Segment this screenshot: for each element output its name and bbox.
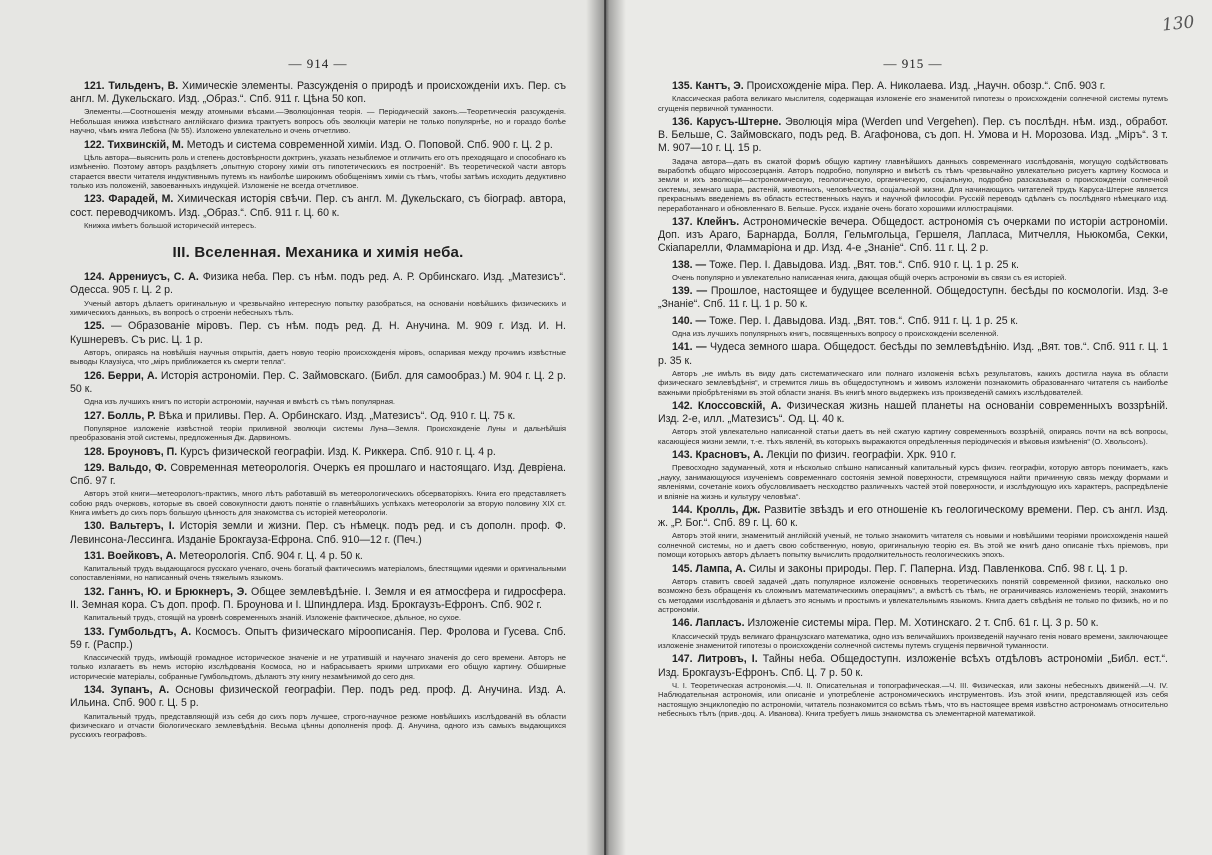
bibliography-entry bbox=[658, 563, 1168, 615]
entry-text: Основы физической географіи. Пер. подъ ред. проф. Д. Анучина. Изд. А. Ильина. Спб. 900 г. Ц. 5 р. bbox=[70, 684, 567, 710]
entry-author: 137. Клейнъ. bbox=[672, 216, 740, 229]
entry-author: 147. Литровъ, І. bbox=[672, 653, 758, 666]
entry-annotation: Капитальный трудъ выдающагося русскаго ученаго, очень богатый фактическимъ матеріаломъ, блестящими идеями и оригинальными сопоставленіями, но написанный очень тяжелымъ языкомъ. bbox=[70, 563, 566, 583]
entry-author: 138. — bbox=[672, 258, 707, 271]
entry-text: Исторія астрономіи. Пер. С. Займовскаго. (Библ. для самообраз.) М. 904 г. Ц. 2 р. 50 к. bbox=[70, 369, 566, 395]
entry-citation bbox=[70, 550, 566, 563]
bibliography-entry bbox=[70, 320, 566, 366]
entry-annotation: Очень популярно и увлекательно написанная книга, дающая общій очеркъ астрономіи въ связи съ ея исторіей. bbox=[672, 272, 1067, 282]
bibliography-entry bbox=[70, 80, 566, 136]
entry-citation bbox=[70, 320, 566, 346]
entry-author: 121. Тильденъ, В. bbox=[84, 80, 179, 92]
entry-annotation: Авторъ „не имѣлъ въ виду дать систематическаго или полнаго изложенія всѣхъ результатовъ, какихъ достигла наука въ области физическаго землевѣдѣнія“, и стремится лишь въ общедоступномъ и живомъ изложеніи познакомить образованнаго читателя съ наиболѣе важными пріобрѣтеніями въ этой области знанія. Въ книгѣ много выдержекъ изъ произведеній самихъ изслѣдователей. bbox=[658, 368, 1168, 397]
entry-annotation: Классическій трудъ великаго французскаго математика, одно изъ величайшихъ произведеній научнаго генія новаго времени, заключающее изложеніе знаменитой гипотезы о происхожденіи солнечной системы путемъ сгущенія первичной туманности. bbox=[658, 631, 1168, 651]
entry-text: Лекціи по физич. географіи. Хрк. 910 г. bbox=[763, 449, 957, 462]
entry-annotation: Авторъ ставитъ своей задачей „дать популярное изложеніе основныхъ теоретическихъ понятій современной физики, насколько оно возможно безъ обращенія къ сложнымъ математическимъ операціямъ“, а вмѣстѣ съ тѣмъ, не ограничиваясь изложеніемъ теорій, знакомитъ съ методами изслѣдованія и дѣлаетъ это яснымъ и простымъ и увлекательнымъ языкомъ. Книга даетъ свѣдѣнія не только по физикѣ, но и по астрономіи. bbox=[658, 576, 1168, 615]
entry-citation bbox=[70, 80, 566, 106]
entry-author: 145. Лампа, А. bbox=[672, 562, 746, 575]
entries-group-right bbox=[658, 80, 1168, 718]
entry-citation bbox=[658, 617, 1168, 630]
entry-annotation: Авторъ этой книги, знаменитый англійскій ученый, не только знакомитъ читателя съ новыми и новѣйшими теоріями происхожденія нашей солнечной системы, но и даетъ свою собственную, новую, оригинальную теорію ея. Въ этой же книгѣ дано описаніе тѣхъ пріемовъ, при помощи которыхъ авторъ дѣлаетъ попытку вычислить продолжительность геологическихъ эпохъ. bbox=[658, 531, 1168, 560]
bibliography-entry bbox=[70, 684, 566, 740]
bibliography-entry bbox=[658, 80, 1168, 113]
bibliography-entry bbox=[70, 550, 566, 583]
entry-author: 136. Карусъ-Штерне. bbox=[672, 116, 782, 129]
entry-annotation: Капитальный трудъ, стоящій на уровнѣ современныхъ знаній. Изложеніе фактическое, дѣльное, но сухое. bbox=[84, 613, 462, 623]
bibliography-entry bbox=[70, 271, 566, 317]
entry-annotation: Книжка имѣетъ большой историческій интересъ. bbox=[84, 220, 257, 230]
bibliography-entry bbox=[70, 520, 566, 546]
entry-text: Чудеса земного шара. Общедост. бесѣды по землевѣдѣнію. Изд. „Вят. тов.“. Спб. 911 г. Ц. 1 р. 35 к. bbox=[658, 341, 1169, 367]
entry-author: 129. Вальдо, Ф. bbox=[84, 461, 167, 474]
entry-citation bbox=[70, 410, 566, 423]
right-page bbox=[606, 0, 1212, 855]
bibliography-entry bbox=[658, 315, 1168, 339]
entry-text: Изложеніе системы міра. Пер. М. Хотинскаго. 2 т. Спб. 61 г. Ц. 3 р. 50 к. bbox=[744, 617, 1099, 630]
entry-text: Тоже. Пер. І. Давыдова. Изд. „Вят. тов.“. Спб. 911 г. Ц. 1 р. 25 к. bbox=[706, 314, 1019, 327]
entry-text: — Образованіе міровъ. Пер. съ нѣм. подъ ред. Д. Н. Анучина. М. 909 г. Изд. И. Н. Кушнеревъ. Съ рис. Ц. 1 р. bbox=[70, 320, 566, 346]
bibliography-entry bbox=[658, 216, 1168, 256]
bibliography-entry bbox=[658, 449, 1168, 501]
entry-annotation: Авторъ этой книги—метеорологъ-практикъ, много лѣтъ работавшій въ метеорологическихъ обсерваторіяхъ. Книга его представляетъ собою рядъ очерковъ, которые въ своей совокупности даютъ понятіе о главнѣйшихъ успѣхахъ метеорологіи за вторую половину XIX ст. Книга имѣетъ до сихъ поръ большую цѣнность для знакомства съ исторіей метеорологіи. bbox=[70, 489, 566, 517]
entry-citation bbox=[70, 586, 566, 612]
entry-text: Тайны неба. Общедоступн. изложеніе всѣхъ отдѣловъ астрономіи „Библ. ест.“. Изд. Брокгаузъ-Ефронъ. Спб. Ц. 7 р. 50 к. bbox=[658, 653, 1168, 679]
entry-text: Химическая исторія свѣчи. Пер. съ англ. М. Дукельскаго, съ біограф. автора, сост. переводчикомъ. Изд. „Образ.“. Спб. 911 г. Ц. 60 к. bbox=[70, 193, 566, 219]
left-page bbox=[0, 0, 604, 855]
entry-citation bbox=[70, 139, 566, 152]
bibliography-entry bbox=[70, 193, 566, 230]
entry-citation bbox=[658, 400, 1168, 426]
entry-author: 128. Броуновъ, П. bbox=[84, 445, 178, 458]
entry-citation bbox=[70, 626, 566, 652]
entry-text: Физическая жизнь нашей планеты на основаніи современныхъ воззрѣній. Изд. 2-е, илл. „Матезисъ“. Од. Ц. 40 к. bbox=[658, 399, 1168, 426]
bibliography-entry bbox=[70, 446, 566, 459]
entry-author: 130. Вальтеръ, І. bbox=[84, 520, 175, 533]
entry-author: 122. Тихвинскій, М. bbox=[84, 138, 184, 151]
entry-author: 146. Лапласъ. bbox=[672, 617, 745, 630]
entry-citation bbox=[658, 563, 1168, 576]
entry-author: 134. Зупанъ, А. bbox=[84, 684, 170, 697]
bibliography-entry bbox=[658, 285, 1168, 311]
entry-text: Астрономическіе вечера. Общедост. астрономія съ очерками по исторіи астрономіи. Доп. изъ Араго, Барнарда, Болля, Гельмгольца, Гершеля, Лапласа, Митчелля, Ньюкомба, Секки, Скіапарелли, Фламмаріона и др. Изд. 4-е „Знаніе“. Спб. 11 г. Ц. 2 р. bbox=[658, 216, 1168, 255]
entry-author: 132. Ганнъ, Ю. и Брюкнеръ, Э. bbox=[84, 585, 248, 598]
entry-text: Методъ и система современной химіи. Изд. О. Поповой. Спб. 900 г. Ц. 2 р. bbox=[183, 138, 553, 151]
bibliography-entry bbox=[70, 139, 566, 191]
entry-annotation: Одна изъ лучшихъ популярныхъ книгъ, посвященныхъ вопросу о происхожденіи вселенной. bbox=[672, 328, 999, 338]
bibliography-entry bbox=[70, 586, 566, 623]
entry-author: 126. Берри, А. bbox=[84, 369, 158, 382]
entry-citation bbox=[658, 341, 1168, 367]
entry-text: Вѣка и приливы. Пер. А. Орбинскаго. Изд. „Матезисъ“. Од. 910 г. Ц. 75 к. bbox=[155, 409, 516, 422]
entry-author: 133. Гумбольдтъ, А. bbox=[84, 625, 192, 638]
entry-annotation: Ученый авторъ дѣлаетъ оригинальную и чрезвычайно интересную попытку разобраться, на основаніи новѣйшихъ физическихъ и химическихъ данныхъ, въ вопросѣ о строеніи небесныхъ тѣлъ. bbox=[70, 298, 566, 318]
entry-citation bbox=[658, 315, 1168, 328]
entry-author: 141. — bbox=[672, 341, 707, 354]
entry-text: Эволюція міра (Werden und Vergehen). Пер. съ послѣдн. нѣм. изд., обработ. В. Бельше, С. Займовскаго, подъ ред. В. Агафонова, съ доп. Н. Умова и Н. Морозова. Изд. „Міръ“. 3 т. М. 907—10 г. Ц. 15 р. bbox=[658, 116, 1168, 155]
entry-author: 142. Клоссовскій, А. bbox=[672, 399, 782, 412]
entry-citation bbox=[70, 684, 566, 710]
handwritten-mark: 130 bbox=[1160, 12, 1195, 36]
entry-annotation: Популярное изложеніе извѣстной теоріи приливной эволюціи системы Луна—Земля. Происхожденіе Луны и дальнѣйшія преобразованія этой системы, предложенныя Дж. Дарвиномъ. bbox=[70, 423, 566, 443]
entry-text: Прошлое, настоящее и будущее вселенной. Общедоступн. бесѣды по космологіи. Изд. 3-е „Знаніе“. Спб. 11 г. Ц. 1 р. 50 к. bbox=[658, 285, 1169, 311]
entry-author: 140. — bbox=[672, 314, 707, 327]
entry-author: 125. bbox=[84, 320, 105, 333]
entry-author: 131. Воейковъ, А. bbox=[84, 549, 177, 562]
entry-text: Силы и законы природы. Пер. Г. Паперна. Изд. Павленкова. Спб. 98 г. Ц. 1 р. bbox=[745, 562, 1128, 575]
entry-annotation: Одна изъ лучшихъ книгъ по исторіи астрономіи, научная и вмѣстѣ съ тѣмъ популярная. bbox=[84, 397, 396, 407]
entry-text: Современная метеорологія. Очеркъ ея прошлаго и настоящаго. Изд. Девріена. Спб. 97 г. bbox=[70, 461, 566, 487]
entry-citation bbox=[658, 449, 1168, 462]
entry-annotation: Капитальный трудъ, представляющій изъ себя до сихъ поръ лучшее, строго-научное резюме новѣйшихъ изслѣдованій въ области физическаго и отчасти біологическаго землевѣдѣнія. Весьма цѣнны дополненія проф. Д. Анучина, одного изъ самыхъ выдающихся русскихъ географовъ. bbox=[70, 711, 566, 740]
entry-citation bbox=[658, 504, 1168, 530]
entry-annotation: Цѣль автора—выяснить роль и степень достовѣрности доктринъ, указать незыблемое и отличить его отъ преходящаго и способнаго къ измѣненію. Поэтому авторъ раздѣляетъ „опытную сторону химіи отъ гипотетическихъ ея построеній“. Въ теоретической части авторъ старается ввести читателя индуктивнымъ путемъ къ наиболѣе широкимъ обобщеніямъ химіи съ тѣмъ, чтобы затѣмъ исходить дедуктивно только изъ положеній, завоеванныхъ индукціей. Изложеніе не всегда отчетливое. bbox=[70, 152, 566, 191]
entry-text: Тоже. Пер. І. Давыдова. Изд. „Вят. тов.“. Спб. 910 г. Ц. 1 р. 25 к. bbox=[706, 258, 1019, 271]
entry-citation bbox=[70, 520, 566, 546]
entry-text: Общее землевѣдѣніе. І. Земля и ея атмосфера и гидросфера. ІІ. Земная кора. Съ доп. проф. П. Броунова и І. Шпиндлера. Изд. Брокгаузъ-Ефронъ. Спб. 902 г. bbox=[70, 585, 567, 611]
entry-author: 135. Кантъ, Э. bbox=[672, 80, 744, 92]
entry-annotation: Авторъ, опираясь на новѣйшія научныя открытія, даетъ новую теорію происхожденія міровъ, оспаривая между прочимъ извѣстные выводы Клаузіуса, что „міръ приближается къ смерти тепла“. bbox=[70, 347, 566, 367]
entry-citation bbox=[658, 285, 1168, 311]
bibliography-entry bbox=[70, 462, 566, 518]
page-number-right: — 915 — bbox=[883, 56, 943, 71]
entries-group-universe bbox=[70, 271, 566, 740]
entry-annotation: Авторъ этой увлекательно написанной статьи даетъ въ ней сжатую картину современныхъ воззрѣній, опираясь почти на всѣ вопросы, касающіеся жизни земли, т.-е. тѣхъ явленій, въ которыхъ выражаются опредѣленныя періодическія и вѣковыя измѣненія“ (О. Хвольсонъ). bbox=[658, 427, 1168, 446]
entry-author: 127. Болль, Р. bbox=[84, 409, 156, 422]
bibliography-entry bbox=[658, 341, 1168, 397]
entry-citation bbox=[658, 80, 1168, 93]
bibliography-entry bbox=[658, 400, 1168, 446]
entries-group-chemistry bbox=[70, 80, 566, 230]
entry-citation bbox=[70, 462, 566, 488]
bibliography-entry bbox=[70, 626, 566, 682]
entry-citation bbox=[70, 370, 566, 396]
entry-annotation: Классическій трудъ, имѣющій громадное историческое значеніе и не утратившій и научнаго значенія до сего времени. Авторъ не только излагаетъ въ немъ исторію изслѣдованія Космоса, но и набрасываетъ яркими штрихами его общую картину. Обширные историческіе матеріалы, собранные Гумбольдтомъ, дѣлаютъ эту книгу незамѣнимой до сего дня. bbox=[70, 653, 566, 681]
entry-citation bbox=[658, 653, 1168, 679]
bibliography-entry bbox=[658, 116, 1168, 213]
section-title: III. Вселенная. Механика и химія неба. bbox=[172, 244, 464, 262]
entry-annotation: Элементы.—Соотношенія между атомными вѣсами.—Эволюціонная теорія. — Періодическій законъ.—Теоретическія разсужденія. Небольшая книжка извѣстнаго англійскаго физика трактуетъ вопросъ объ эволюціи матеріи не только популярнѣе, но и гораздо болѣе научно, чѣмъ книга Лебона (№ 55). Изложено увлекательно и очень отчетливо. bbox=[70, 107, 566, 136]
bibliography-entry bbox=[658, 617, 1168, 650]
entry-author: 143. Красновъ, А. bbox=[672, 449, 764, 462]
entry-annotation: Задача автора—дать въ сжатой формѣ общую картину главнѣйшихъ данныхъ современнаго изслѣдованія, могущую содѣйствовать выработкѣ общаго міросозерцанія. Авторъ подробно, популярно и вмѣстѣ съ тѣмъ чрезвычайно увлекательно рисуетъ картину Космоса и земли и ихъ эволюціи—астрономическую, геологическую, органическую, соціальную, подробно разсказывая о происхожденіи солнечной системы, земнаго шара, растеній, животныхъ, человѣчества, соціальной жизни. Для начинающихъ читателей трудъ Каруса-Штерне является прекраснымъ введеніемъ въ область естественныхъ наукъ и научной философіи. Русскій переводъ сдѣланъ съ послѣдняго нѣмецкаго изд. переработаннаго и обновленнаго В. Бельше. Русск. изданіе очень богато хорошими иллюстраціями. bbox=[658, 156, 1168, 213]
entry-text: Метеорологія. Спб. 904 г. Ц. 4 р. 50 к. bbox=[176, 549, 363, 562]
entry-citation bbox=[658, 259, 1168, 272]
bibliography-entry bbox=[70, 370, 566, 407]
entry-citation bbox=[658, 116, 1168, 156]
entry-author: 123. Фарадей, М. bbox=[84, 193, 174, 206]
entry-text: Развитіе звѣздъ и его отношеніе къ геологическому времени. Пер. съ англ. Изд. ж. „Р. Бог.“. Спб. 89 г. Ц. 60 к. bbox=[658, 503, 1168, 530]
entry-annotation: Классическая работа великаго мыслителя, содержащая изложеніе его знаменитой гипотезы о происхожденіи солнечной системы путемъ сгущенія первичной туманности. bbox=[658, 94, 1168, 113]
entry-text: Космосъ. Опытъ физическаго міроописанія. Пер. Фролова и Гусева. Спб. 59 г. (Распр.) bbox=[70, 625, 566, 651]
bibliography-entry bbox=[658, 504, 1168, 560]
entry-citation bbox=[70, 193, 566, 219]
bibliography-entry bbox=[70, 410, 566, 443]
bibliography-entry bbox=[658, 653, 1168, 718]
entry-citation bbox=[70, 446, 566, 459]
bibliography-entry bbox=[658, 259, 1168, 283]
entry-text: Исторія земли и жизни. Пер. съ нѣмецк. подъ ред. и съ дополн. проф. Ф. Левинсона-Лессинга. Изданіе Брокгауза-Ефрона. Спб. 910—12 г. (Печ.) bbox=[70, 520, 566, 546]
entry-text: Курсъ физической географіи. Изд. К. Риккера. Спб. 910 г. Ц. 4 р. bbox=[177, 445, 496, 458]
entry-text: Химическіе элементы. Разсужденія о природѣ и происхожденіи ихъ. Пер. съ англ. М. Дукельскаго. Изд. „Образ.“. Спб. 911 г. Цѣна 50 коп. bbox=[70, 80, 566, 106]
entry-citation bbox=[70, 271, 566, 297]
entry-annotation: Превосходно задуманный, хотя и нѣсколько спѣшно написанный капитальный курсъ физич. географіи, которую авторъ понимаетъ, какъ „науку, занимающуюся изученіемъ современнаго состоянія земной поверхности, стремящуюся найти причинную связь между формами и явленіями, сочетаніе коихъ обусловливаетъ несходство различныхъ частей этой поверхности, и изслѣдующую ихъ характеръ, распредѣленіе и вліяніе на жизнь и культуру человѣка“. bbox=[658, 463, 1168, 501]
entry-annotation: Ч. І. Теоретическая астрономія.—Ч. ІІ. Описательная и топографическая.—Ч. ІІІ. Физическая, или законы небесныхъ движеній.—Ч. IV. Наблюдательная астрономія, или описаніе и употребленіе астрономическихъ инструментовъ. Изъ этой книги, представляющей изъ себя настоящую энциклопедію по астрономіи, читатель познакомится со всѣмъ тѣмъ, что въ настоящее время извѣстно астрономамъ относительно небесныхъ тѣлъ (прив.-доц. А. Иванова). Книга требуетъ лишь знакомства съ элементарной математикой. bbox=[658, 680, 1168, 719]
entry-author: 124. Аррениусъ, С. А. bbox=[84, 271, 199, 284]
entry-citation bbox=[658, 216, 1168, 256]
entry-text: Физика неба. Пер. съ нѣм. подъ ред. А. Р. Орбинскаго. Изд. „Матезисъ“. Одесса. 905 г. Ц. 2 р. bbox=[70, 271, 566, 297]
entry-author: 144. Кролль, Дж. bbox=[672, 503, 761, 516]
entry-text: Происхожденіе міра. Пер. А. Николаева. Изд. „Научн. обозр.“. Спб. 903 г. bbox=[743, 80, 1106, 92]
page-number-left: — 914 — bbox=[288, 56, 348, 71]
entry-author: 139. — bbox=[672, 285, 708, 298]
